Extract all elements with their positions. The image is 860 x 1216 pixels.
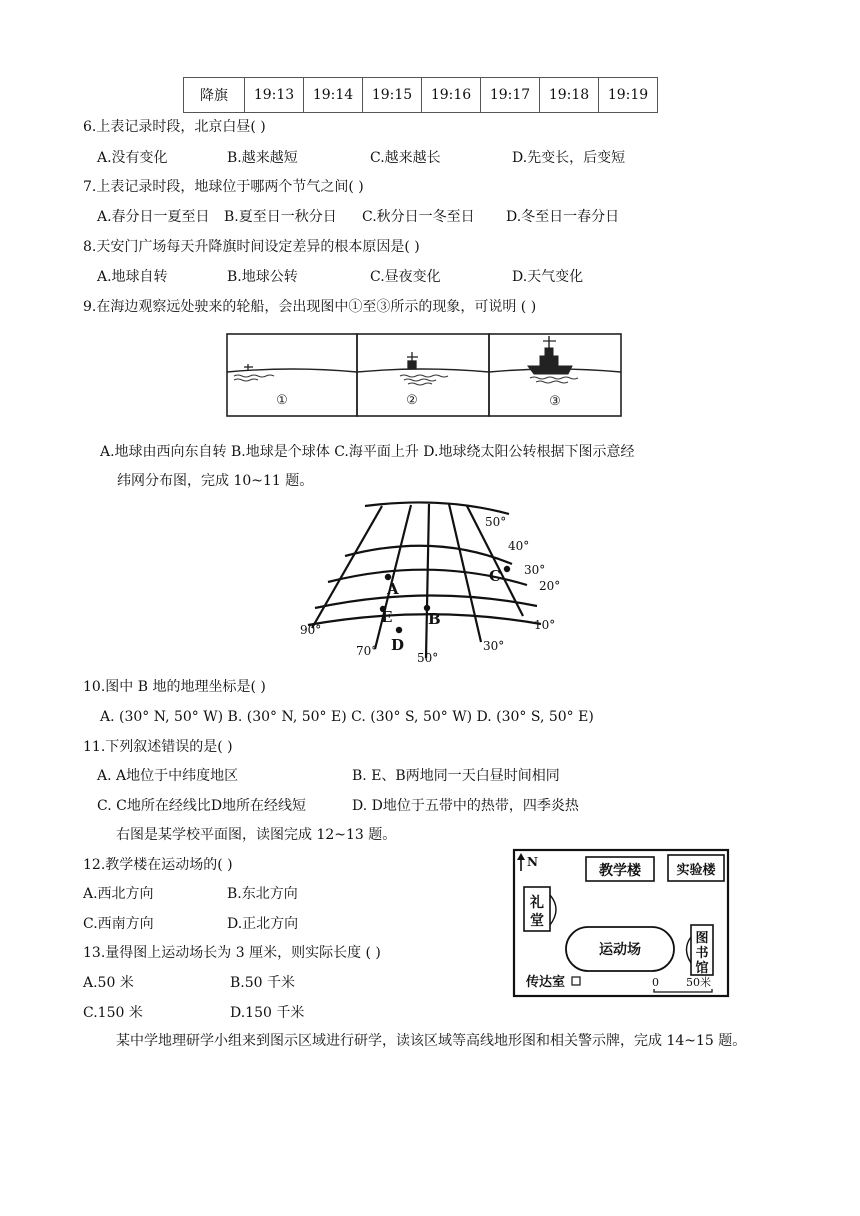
auditorium-label-2: 堂 — [530, 913, 544, 929]
sports-field-label: 运动场 — [599, 942, 641, 958]
teaching-building-label: 教学楼 — [599, 863, 641, 879]
ship-observation-figure — [222, 328, 622, 428]
table-cell: 19:19 — [599, 78, 658, 113]
panel-label-1: ① — [276, 393, 288, 408]
q7-option-c: C.秋分日一冬至日 — [362, 209, 475, 225]
graticule-map — [295, 498, 575, 668]
q9-options: A.地球由西向东自转 B.地球是个球体 C.海平面上升 D.地球绕太阳公转根据下图示意经 — [100, 444, 635, 460]
question-9-stem: 9.在海边观察远处驶来的轮船，会出现图中①至③所示的现象，可说明 ( ) — [83, 299, 537, 315]
question-6-stem: 6.上表记录时段，北京白昼( ) — [83, 119, 266, 135]
q8-option-d: D.天气变化 — [512, 269, 584, 285]
lon-label-50: 50° — [417, 651, 439, 665]
scale-value-label: 50米 — [686, 976, 711, 989]
lat-label-10: 10° — [534, 618, 556, 632]
q11-option-a: A. A地位于中纬度地区 — [97, 768, 239, 784]
scale-zero-label: 0 — [652, 976, 659, 989]
q6-option-b: B.越来越短 — [227, 150, 298, 166]
q7-option-a: A.春分日一夏至日 — [97, 209, 210, 225]
question-11-stem: 11.下列叙述错误的是( ) — [83, 739, 233, 755]
table-cell: 19:18 — [540, 78, 599, 113]
lon-label-30: 30° — [483, 639, 505, 653]
q12-option-d: D.正北方向 — [227, 916, 299, 932]
school-plan-map — [508, 845, 733, 1000]
q13-option-d: D.150 千米 — [230, 1005, 305, 1021]
north-arrow-icon — [517, 853, 525, 871]
auditorium-label-1: 礼 — [530, 895, 544, 911]
point-a-label: A — [387, 580, 399, 598]
q6-option-c: C.越来越长 — [370, 150, 441, 166]
lon-label-70: 70° — [356, 644, 378, 658]
q12-13-intro: 右图是某学校平面图，读图完成 12~13 题。 — [116, 827, 397, 843]
table-cell: 19:16 — [422, 78, 481, 113]
panel-label-3: ③ — [549, 394, 561, 409]
q13-option-b: B.50 千米 — [230, 975, 296, 991]
table-row — [184, 78, 658, 113]
q7-option-d: D.冬至日一春分日 — [506, 209, 620, 225]
q8-option-a: A.地球自转 — [97, 269, 168, 285]
q10-options: A. (30° N, 50° W) B. (30° N, 50° E) C. (30° S, 50° W) D. (30° S, 50° E) — [100, 709, 594, 725]
table-cell: 19:15 — [363, 78, 422, 113]
q12-option-a: A.西北方向 — [83, 886, 154, 902]
q14-15-intro: 某中学地理研学小组来到图示区域进行研学，读该区域等高线地形图和相关警示牌，完成 14~15 题。 — [116, 1033, 747, 1049]
table-row-label: 降旗 — [184, 78, 245, 113]
lat-label-50: 50° — [485, 515, 507, 529]
point-c-label: C — [489, 567, 501, 585]
library-label-3: 馆 — [695, 961, 709, 976]
q13-option-c: C.150 米 — [83, 1005, 143, 1021]
q11-option-b: B. E、B两地同一天白昼时间相同 — [352, 768, 560, 784]
lat-label-20: 20° — [539, 579, 561, 593]
q10-11-intro: 纬网分布图，完成 10~11 题。 — [117, 473, 314, 489]
q11-option-c: C. C地所在经线比D地所在经线短 — [97, 798, 307, 814]
scale-bar — [654, 989, 712, 992]
library-label-1: 图 — [695, 931, 709, 946]
table-cell: 19:14 — [304, 78, 363, 113]
question-10-stem: 10.图中 B 地的地理坐标是( ) — [83, 679, 266, 695]
gatehouse-label: 传达室 — [526, 975, 566, 990]
q12-option-b: B.东北方向 — [227, 886, 298, 902]
question-12-stem: 12.教学楼在运动场的( ) — [83, 857, 233, 873]
lon-label-90: 90° — [300, 623, 322, 637]
point-e-label: E — [381, 608, 393, 626]
q6-option-d: D.先变长，后变短 — [512, 150, 626, 166]
flag-time-table — [183, 77, 658, 113]
q6-option-a: A.没有变化 — [97, 150, 168, 166]
point-d-label: D — [391, 636, 405, 654]
q8-option-b: B.地球公转 — [227, 269, 298, 285]
q13-option-a: A.50 米 — [83, 975, 134, 991]
table-cell: 19:13 — [245, 78, 304, 113]
question-8-stem: 8.天安门广场每天升降旗时间设定差异的根本原因是( ) — [83, 239, 420, 255]
question-7-stem: 7.上表记录时段，地球位于哪两个节气之间( ) — [83, 179, 364, 195]
q8-option-c: C.昼夜变化 — [370, 269, 441, 285]
library-label-2: 书 — [695, 946, 709, 961]
point-b-label: B — [428, 610, 441, 628]
question-13-stem: 13.量得图上运动场长为 3 厘米，则实际长度 ( ) — [83, 945, 381, 961]
panel-label-2: ② — [406, 393, 418, 408]
lab-building-label: 实验楼 — [676, 863, 716, 878]
table-cell: 19:17 — [481, 78, 540, 113]
lat-label-40: 40° — [508, 539, 530, 553]
q12-option-c: C.西南方向 — [83, 916, 154, 932]
north-label: N — [527, 855, 538, 869]
q7-option-b: B.夏至日一秋分日 — [224, 209, 337, 225]
q11-option-d: D. D地位于五带中的热带，四季炎热 — [352, 798, 579, 814]
lat-label-30: 30° — [524, 563, 546, 577]
